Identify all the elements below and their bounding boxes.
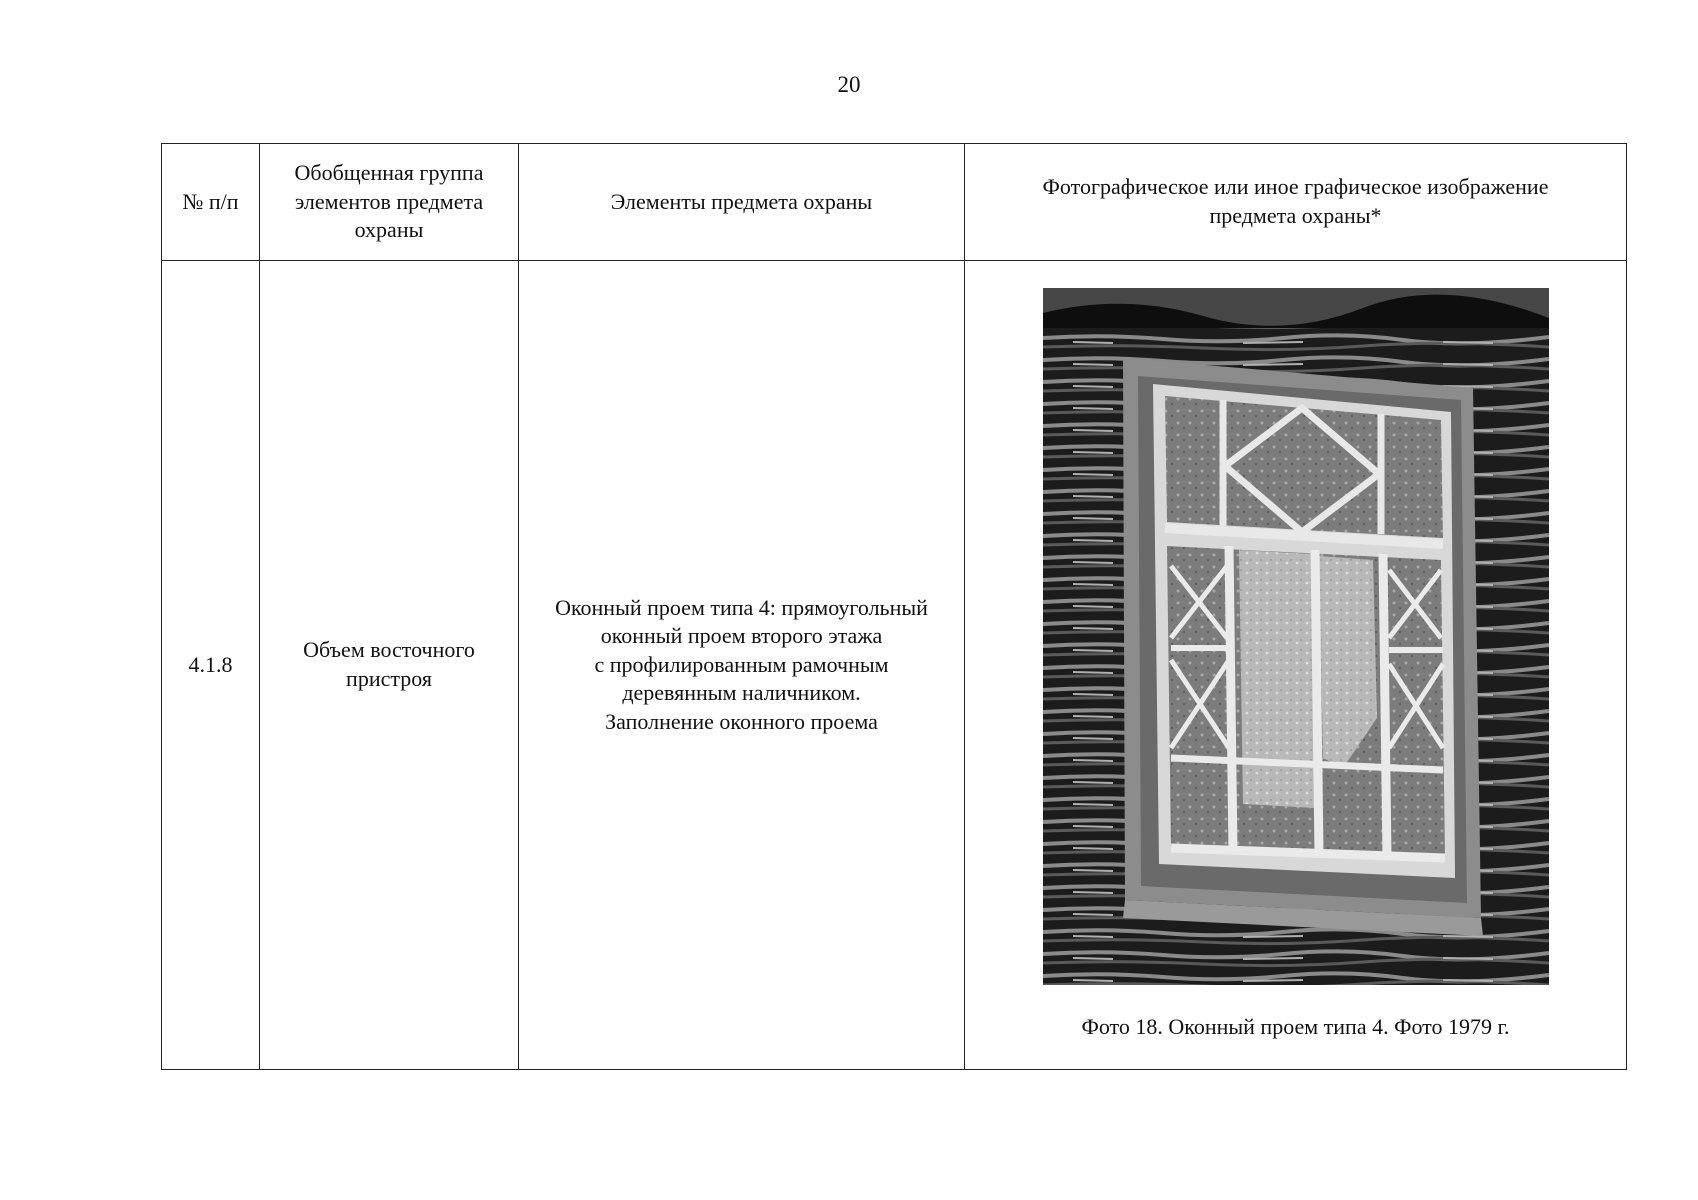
header-group-line: элементов предмета xyxy=(294,188,484,214)
row-group xyxy=(260,261,519,1070)
protection-table xyxy=(161,143,1627,1070)
row-elements-line: оконный проем второго этажа xyxy=(600,623,883,649)
table-row xyxy=(162,261,1627,1070)
header-image-line: Фотографическое или иное графическое изображение xyxy=(1042,174,1549,200)
window-photo xyxy=(1043,288,1549,985)
header-elements: Элементы предмета охраны xyxy=(519,144,965,261)
row-elements-line: Заполнение оконного проема xyxy=(605,708,878,734)
row-image-cell xyxy=(965,261,1627,1070)
row-elements xyxy=(519,261,965,1070)
header-image-line: предмета охраны* xyxy=(1209,203,1382,228)
header-group xyxy=(260,144,519,261)
header-num: № п/п xyxy=(162,144,260,261)
row-elements-line: с профилированным рамочным xyxy=(594,651,889,677)
header-image xyxy=(965,144,1627,261)
row-num: 4.1.8 xyxy=(162,261,260,1070)
header-group-line: охраны xyxy=(354,217,424,243)
row-group-line: пристроя xyxy=(346,666,432,691)
row-group-line: Объем восточного xyxy=(303,637,475,663)
table-header-row xyxy=(162,144,1627,261)
window-photo-image xyxy=(1043,288,1549,985)
photo-caption: Фото 18. Оконный проем типа 4. Фото 1979 г. xyxy=(1081,1014,1510,1039)
page-number: 20 xyxy=(837,72,861,97)
row-elements-line: Оконный проем типа 4: прямоугольный xyxy=(555,594,928,620)
row-elements-line: деревянным наличником. xyxy=(622,680,861,706)
header-group-line: Обобщенная группа xyxy=(294,160,484,186)
